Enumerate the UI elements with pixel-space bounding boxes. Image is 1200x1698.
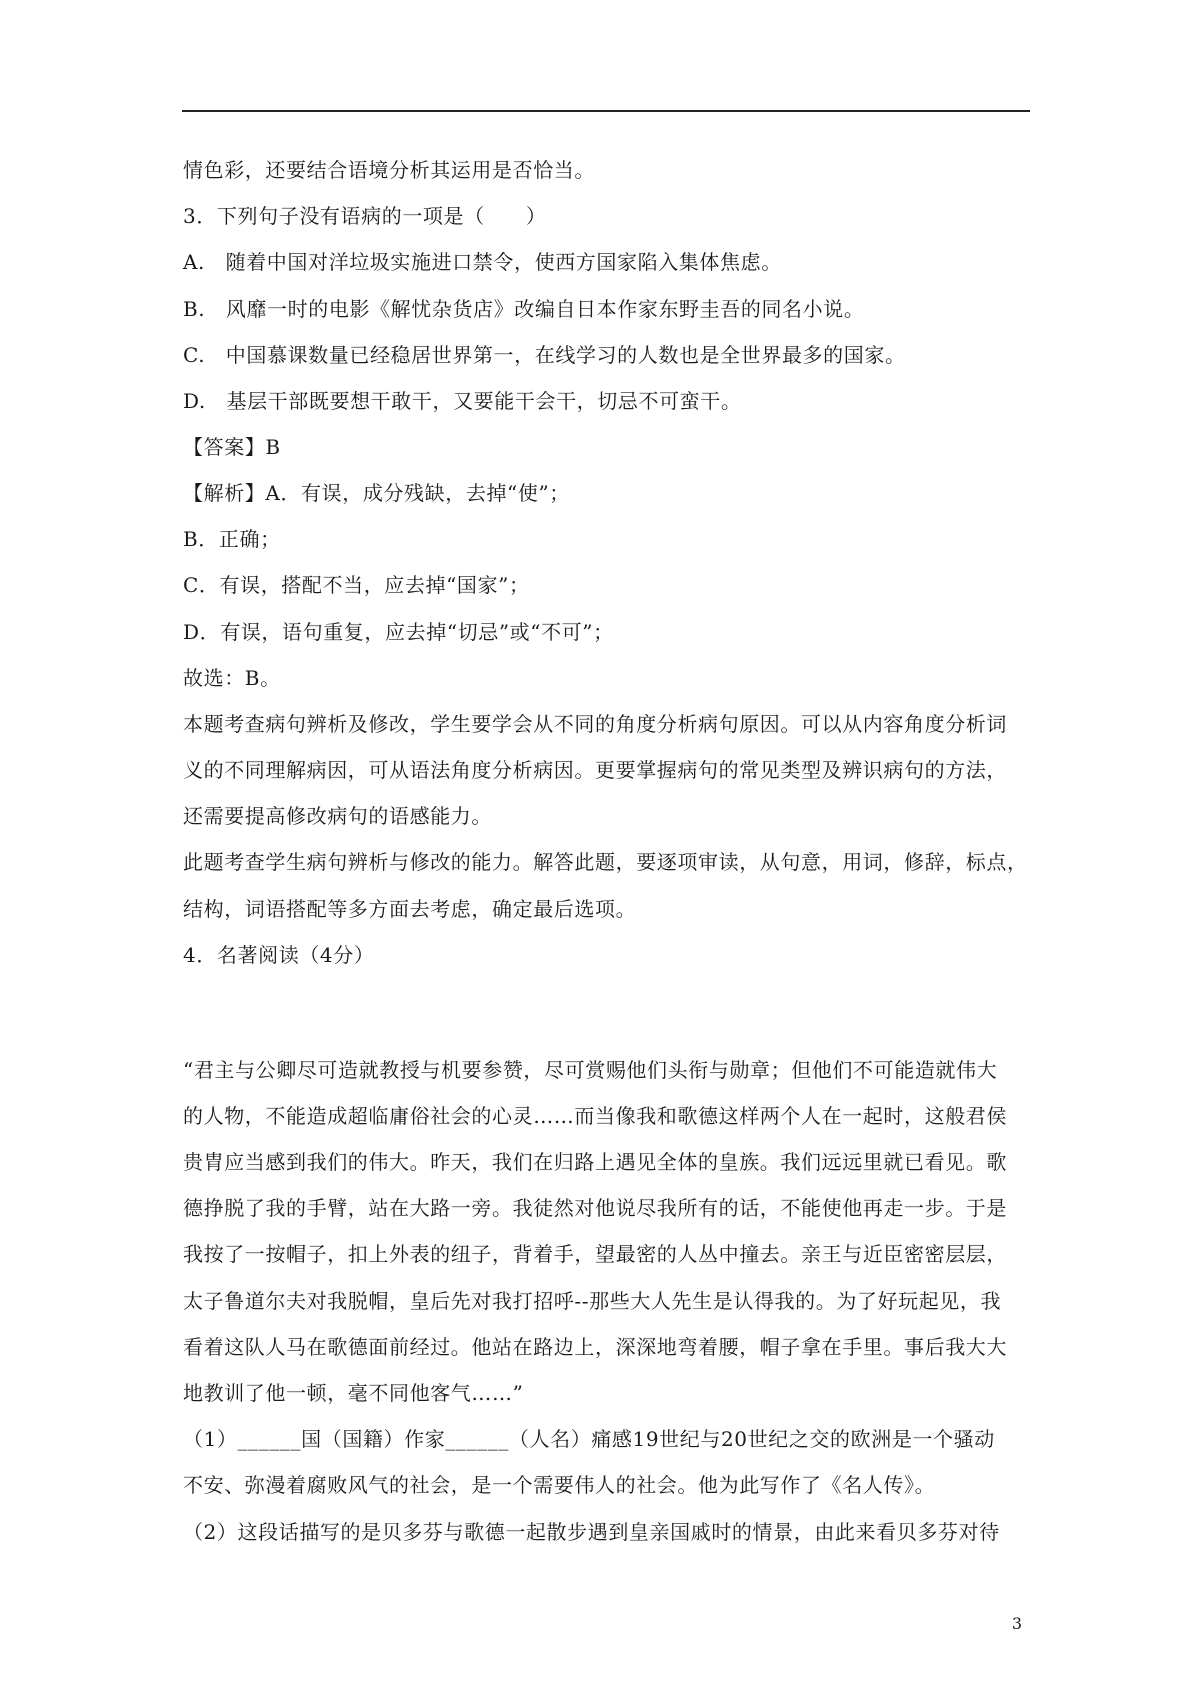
sub-question-1-cont: 不安、弥漫着腐败风气的社会，是一个需要伟人的社会。他为此写作了《名人传》。 <box>183 1473 936 1497</box>
analysis-line: C．有误，搭配不当，应去掉“国家”； <box>183 573 530 597</box>
page-number: 3 <box>1011 1614 1022 1633</box>
quote-line: 的人物，不能造成超临庸俗社会的心灵……而当像我和歌德这样两个人在一起时，这般君侯 <box>183 1104 1007 1128</box>
paragraph-line: 义的不同理解病因，可从语法角度分析病因。更要掌握病句的常见类型及辨识病句的方法， <box>183 758 1007 782</box>
choice-line: 故选：B。 <box>183 666 281 690</box>
question-3-stem: 3．下列句子没有语病的一项是（ ） <box>183 204 547 228</box>
paragraph-line: 此题考查学生病句辨析与修改的能力。解答此题，要逐项审读，从句意，用词，修辞，标点， <box>183 850 1028 874</box>
quote-line: 地教训了他一顿，毫不同他客气……” <box>183 1381 524 1405</box>
answer-line: 【答案】B <box>183 435 281 459</box>
option-a: A. 随着中国对洋垃圾实施进口禁令，使西方国家陷入集体焦虑。 <box>183 250 782 274</box>
analysis-line: D．有误，语句重复，应去掉“切忌”或“不可”； <box>183 620 614 644</box>
paragraph-line: 结构，词语搭配等多方面去考虑，确定最后选项。 <box>183 897 637 921</box>
header-rule <box>182 110 1030 112</box>
quote-line: 太子鲁道尔夫对我脱帽，皇后先对我打招呼--那些大人先生是认得我的。为了好玩起见，我 <box>183 1289 1002 1313</box>
sub-question-2: （2）这段话描写的是贝多芬与歌德一起散步遇到皇亲国戚时的情景，由此来看贝多芬对待 <box>183 1520 1000 1544</box>
sub-question-1: （1）______国（国籍）作家______（人名）痛感19世纪与20世纪之交的欧洲是一个骚动 <box>183 1427 995 1451</box>
quote-line: 我按了一按帽子，扣上外表的纽子，背着手，望最密的人丛中撞去。亲王与近臣密密层层， <box>183 1242 1007 1266</box>
text-line: 情色彩，还要结合语境分析其运用是否恰当。 <box>183 158 595 182</box>
quote-line: 贵胄应当感到我们的伟大。昨天，我们在归路上遇见全体的皇族。我们远远里就已看见。歌 <box>183 1150 1007 1174</box>
option-d: D. 基层干部既要想干敢干，又要能干会干，切忌不可蛮干。 <box>183 389 742 413</box>
option-b: B. 风靡一时的电影《解忧杂货店》改编自日本作家东野圭吾的同名小说。 <box>183 297 865 321</box>
quote-line: 德挣脱了我的手臂，站在大路一旁。我徒然对他说尽我所有的话，不能使他再走一步。于是 <box>183 1196 1007 1220</box>
paragraph-line: 本题考查病句辨析及修改，学生要学会从不同的角度分析病句原因。可以从内容角度分析词 <box>183 712 1007 736</box>
analysis-line: B．正确； <box>183 527 281 551</box>
quote-line: “君主与公卿尽可造就教授与机要参赞，尽可赏赐他们头衔与勋章；但他们不可能造就伟大 <box>183 1058 998 1082</box>
paragraph-line: 还需要提高修改病句的语感能力。 <box>183 804 492 828</box>
quote-line: 看着这队人马在歌德面前经过。他站在路边上，深深地弯着腰，帽子拿在手里。事后我大大 <box>183 1335 1007 1359</box>
question-4-stem: 4．名著阅读（4分） <box>183 943 375 967</box>
option-c: C. 中国慕课数量已经稳居世界第一，在线学习的人数也是全世界最多的国家。 <box>183 343 906 367</box>
analysis-line: 【解析】A．有误，成分残缺，去掉“使”； <box>183 481 570 505</box>
